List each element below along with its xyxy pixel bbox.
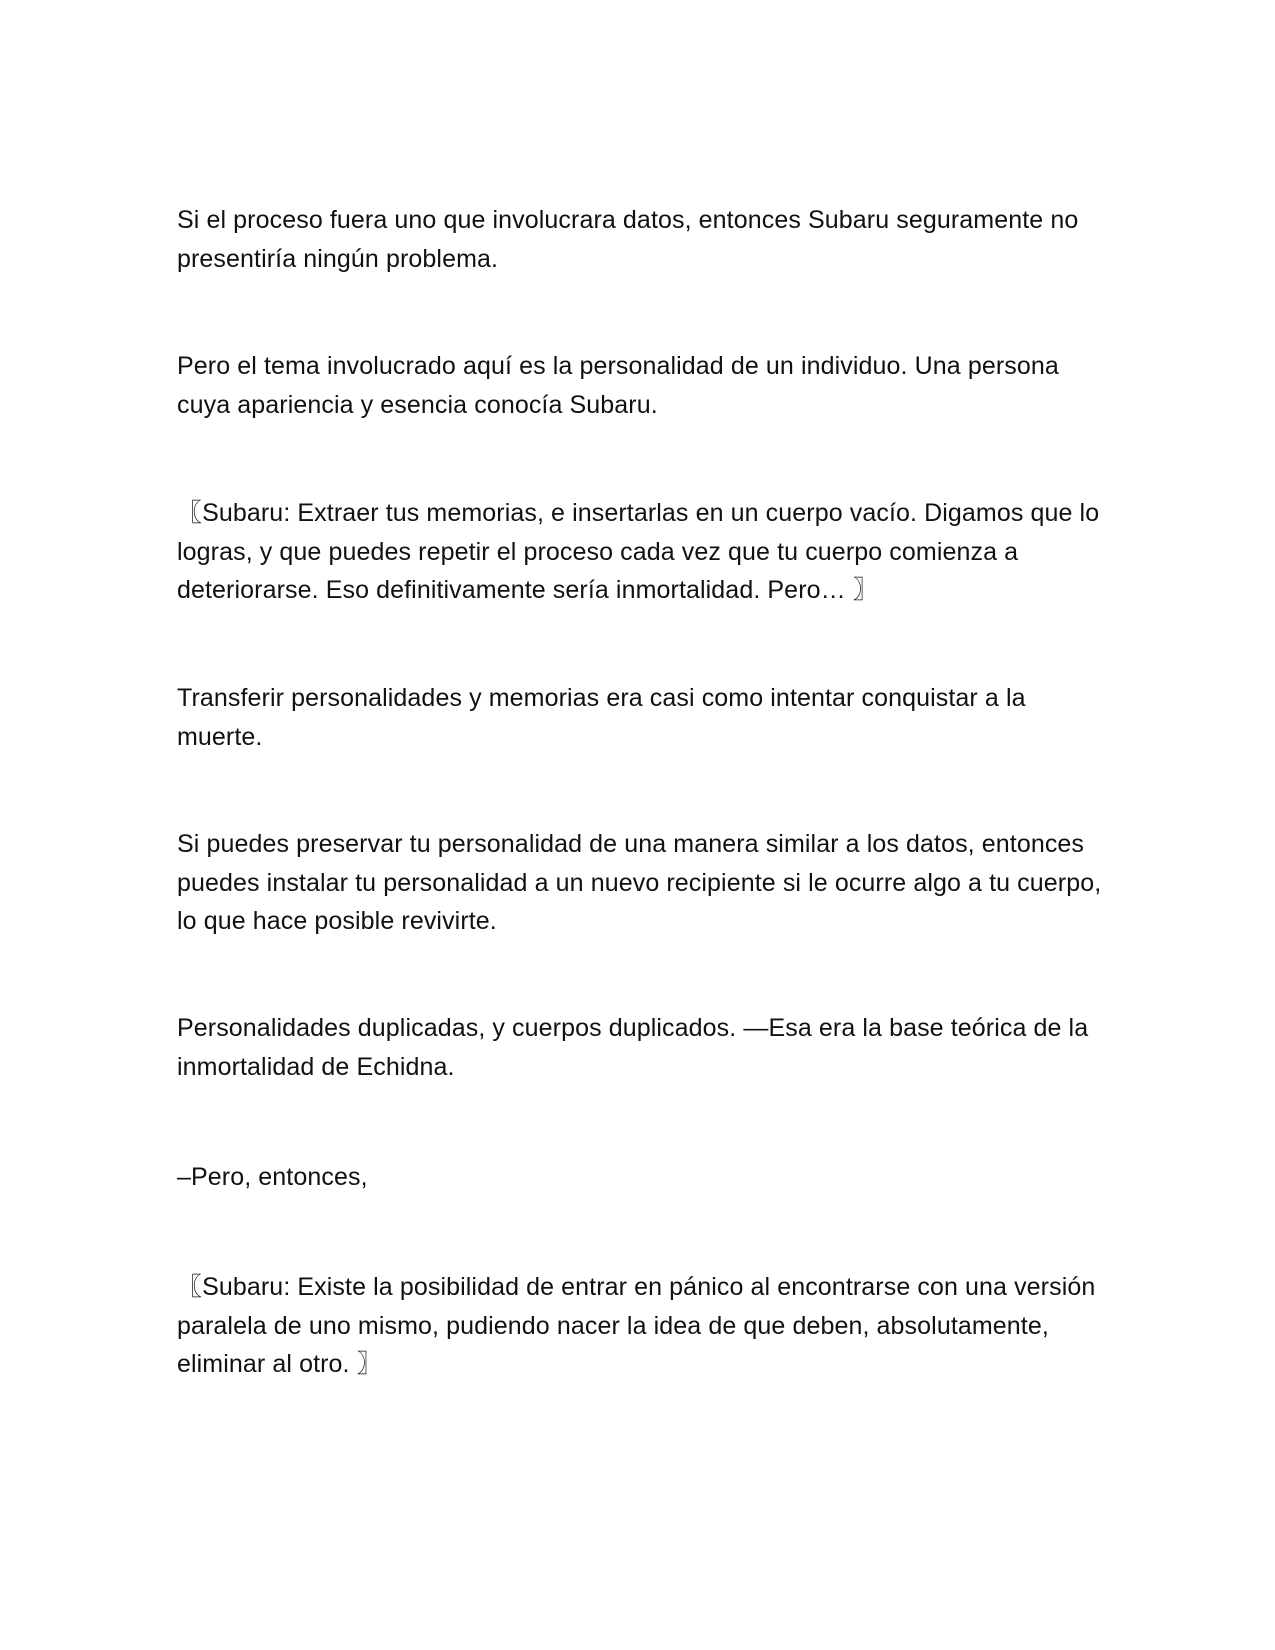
paragraph-2: Pero el tema involucrado aquí es la personalidad de un individuo. Una persona cuya apariencia y esencia conocía Subaru. — [177, 352, 1066, 419]
paragraph-6: –Pero, entonces, — [177, 1163, 368, 1191]
paragraph-5: Personalidades duplicadas, y cuerpos duplicados. —Esa era la base teórica de la inmortalidad de Echidna. — [177, 1014, 1096, 1081]
dialogue-paragraph-2: 〖Subaru: Existe la posibilidad de entrar en pánico al encontrarse con una versión paralela de uno mismo, pudiendo nacer la idea de que deben, absolutamente, eliminar al otro. 〗 — [177, 1273, 1103, 1378]
paragraph-3: Transferir personalidades y memorias era casi como intentar conquistar a la muerte. — [177, 684, 1033, 751]
paragraph-4: Si puedes preservar tu personalidad de una manera similar a los datos, entonces puedes instalar tu personalidad a un nuevo recipiente si le ocurre algo a tu cuerpo, lo que hace posible revivirte. — [177, 830, 1109, 935]
dialogue-paragraph-1: 〖Subaru: Extraer tus memorias, e insertarlas en un cuerpo vacío. Digamos que lo logras, y que puedes repetir el proceso cada vez que tu cuerpo comienza a deteriorarse. Eso definitivamente sería inmortalidad. Pero… 〗 — [177, 499, 1107, 604]
paragraph-1: Si el proceso fuera uno que involucrara datos, entonces Subaru seguramente no presentiría ningún problema. — [177, 206, 1086, 273]
